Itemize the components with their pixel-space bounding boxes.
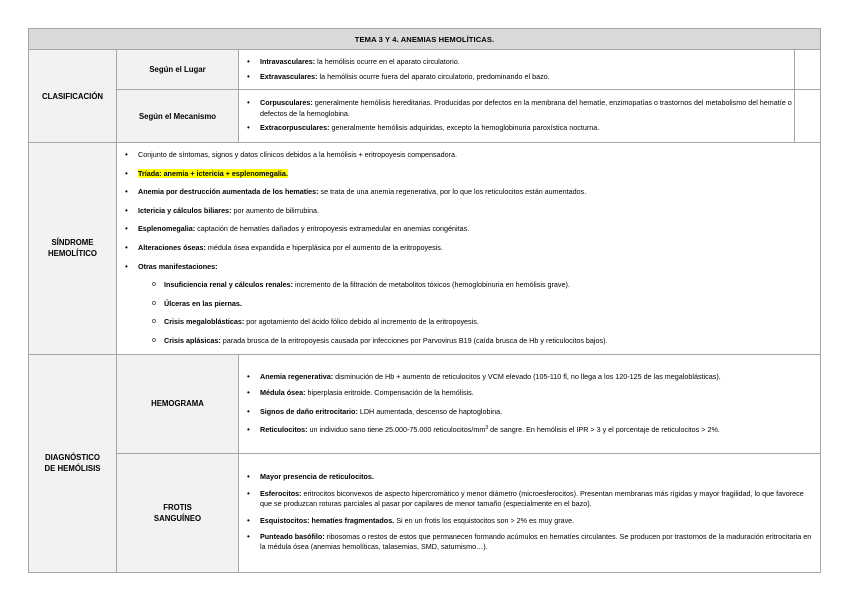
mecanismo-content <box>239 90 795 143</box>
list-item <box>239 98 794 119</box>
item-text: parada brusca de la eritropoyesis causada por infecciones por Parvovirus B19 (caída brusca de Hb y reticulocitos bajos). <box>220 335 608 345</box>
lugar-content <box>239 50 795 90</box>
clasificacion-row-lugar <box>29 50 821 90</box>
item-term: Corpusculares: <box>260 98 313 108</box>
list-item <box>117 220 820 239</box>
document <box>28 28 820 573</box>
sub-list-item <box>138 332 820 351</box>
list-item <box>117 183 820 202</box>
item-term: Extracorpusculares: <box>260 123 330 133</box>
item-text: generalmente hemólisis hereditarias. Producidas por defectos en la membrana del hematíe, enzimopatías o trastornos del metabolismo del hematíe o defectos de la hemoglobina. <box>260 98 792 118</box>
mecanismo-label: Según el Mecanismo <box>117 90 239 143</box>
item-text: médula ósea expandida e hiperplásica por el aumento de la eritropoyesis. <box>205 242 443 252</box>
sub-list-item <box>138 295 820 314</box>
sub-list-item <box>138 313 820 332</box>
item-term: Esferocitos: <box>260 488 302 498</box>
item-term: Esquistocitos: hematíes fragmentados. <box>260 515 395 525</box>
list-item <box>239 472 814 482</box>
item-term: Otras manifestaciones: <box>138 261 218 271</box>
item-text: ribosomas o restos de estos que permanecen formando acúmulos en hematíes circulantes. Se producen por trastornos de la maduración eritrocitaria en la médula ósea (anemias hemolíticas, talasemias, SMD, saturnismo…). <box>260 531 812 552</box>
item-text: incremento de la filtración de metabolitos tóxicos (hemoglobinuria en hemólisis grave). <box>293 280 570 290</box>
item-text: disminución de Hb + aumento de reticulocitos y VCM elevado (105-110 fl, no llega a los 120-125 de las megaloblásticas). <box>333 371 721 381</box>
item-term: Reticulocitos: <box>260 424 308 434</box>
item-term: Anemia por destrucción aumentada de los hematíes: <box>138 187 319 197</box>
item-term: Crisis aplásicas: <box>164 335 221 345</box>
diagnostico-label-line-2: DE HEMÓLISIS <box>44 464 101 474</box>
item-text: la hemólisis ocurre en el aparato circulatorio. <box>315 56 460 66</box>
item-term: Signos de daño eritrocitario: <box>260 406 358 416</box>
hemograma-row <box>29 354 821 453</box>
item-term: Mayor presencia de reticulocitos. <box>260 472 374 482</box>
frotis-row <box>29 453 821 572</box>
frotis-label-line-2: SANGUÍNEO <box>153 513 202 523</box>
triad-highlight: Tríada: anemia + ictericia + esplenomegalia. <box>138 168 288 178</box>
hemograma-label: HEMOGRAMA <box>117 354 239 453</box>
superscript: 3 <box>485 424 489 431</box>
sindrome-label-line-2: HEMOLÍTICO <box>48 249 97 259</box>
diagnostico-label <box>29 354 117 572</box>
sub-list-item <box>138 276 820 295</box>
list-item <box>117 258 820 351</box>
item-text: eritrocitos biconvexos de aspecto hipercromático y menor diámetro (microesferocitos). Presentan membranas más rígidas y mayor fragilidad, lo que favorece que se produzcan roturas parciales al pasar por capilares de menor tamaño (especialmente en el bazo). <box>260 488 804 509</box>
item-text: de sangre. En hemólisis el IPR > 3 y el porcentaje de reticulocitos > 2%. <box>488 424 720 434</box>
item-term: Médula ósea: <box>260 388 306 398</box>
frotis-content <box>239 453 821 572</box>
list-item <box>239 516 814 526</box>
list-item <box>117 146 820 165</box>
list-item <box>239 407 814 417</box>
item-term: Anemia regenerativa: <box>260 371 334 381</box>
item-text: por agotamiento del ácido fólico debido al incremento de la eritropoyesis. <box>244 317 479 327</box>
title-row <box>29 29 821 50</box>
item-term: Alteraciones óseas: <box>138 242 206 252</box>
item-term: Esplenomegalia: <box>138 224 196 234</box>
list-item <box>239 388 814 398</box>
item-text: se trata de una anemia regenerativa, por lo que los reticulocitos están aumentados. <box>318 187 587 197</box>
sindrome-label <box>29 143 117 355</box>
item-term: Insuficiencia renal y cálculos renales: <box>164 280 294 290</box>
list-item <box>239 372 814 382</box>
lugar-label: Según el Lugar <box>117 50 239 90</box>
clasificacion-label: CLASIFICACIÓN <box>29 50 117 143</box>
item-text: por aumento de bilirrubina. <box>231 205 319 215</box>
list-item <box>117 165 820 184</box>
empty-cell <box>795 50 821 90</box>
page-title: TEMA 3 Y 4. ANEMIAS HEMOLÍTICAS. <box>29 29 821 50</box>
list-item <box>239 57 794 67</box>
item-text: un individuo sano tiene 25.000-75.000 reticulocitos/mm <box>307 424 486 434</box>
list-item <box>239 489 814 510</box>
list-item <box>117 239 820 258</box>
hemograma-content <box>239 354 821 453</box>
sindrome-label-line-1: SÍNDROME <box>51 238 94 248</box>
empty-cell <box>795 90 821 143</box>
list-item <box>239 425 814 435</box>
item-text: Si en un frotis los esquistocitos son > 2% es muy grave. <box>394 515 575 525</box>
item-term: Crisis megaloblásticas: <box>164 317 245 327</box>
list-item <box>117 202 820 221</box>
item-text: generalmente hemólisis adquiridas, excepto la hemoglobinuria paroxística nocturna. <box>329 123 600 133</box>
summary-table <box>28 28 821 573</box>
item-term: Intravasculares: <box>260 56 316 66</box>
item-text: LDH aumentada, descenso de haptoglobina. <box>357 406 503 416</box>
item-text: Conjunto de síntomas, signos y datos clínicos debidos a la hemólisis + eritropoyesis compensadora. <box>138 150 458 159</box>
list-item <box>239 123 794 133</box>
clasificacion-row-mecanismo <box>29 90 821 143</box>
frotis-label-line-1: FROTIS <box>163 502 192 512</box>
sindrome-row <box>29 143 821 355</box>
item-term: Punteado basófilo: <box>260 531 325 541</box>
diagnostico-label-line-1: DIAGNÓSTICO <box>44 453 100 463</box>
list-item <box>239 532 814 553</box>
item-term: Ictericia y cálculos biliares: <box>138 205 232 215</box>
sindrome-content <box>117 143 821 355</box>
item-text: la hemólisis ocurre fuera del aparato circulatorio, predominando el bazo. <box>317 72 550 81</box>
item-text: hiperplasia eritroide. Compensación de la hemólisis. <box>305 388 474 398</box>
item-term: Extravasculares: <box>260 72 318 81</box>
item-text: captación de hematíes dañados y eritropoyesis extramedular en anemias congénitas. <box>195 224 470 234</box>
item-term: Úlceras en las piernas. <box>164 298 242 308</box>
list-item <box>239 72 794 82</box>
frotis-label <box>117 453 239 572</box>
